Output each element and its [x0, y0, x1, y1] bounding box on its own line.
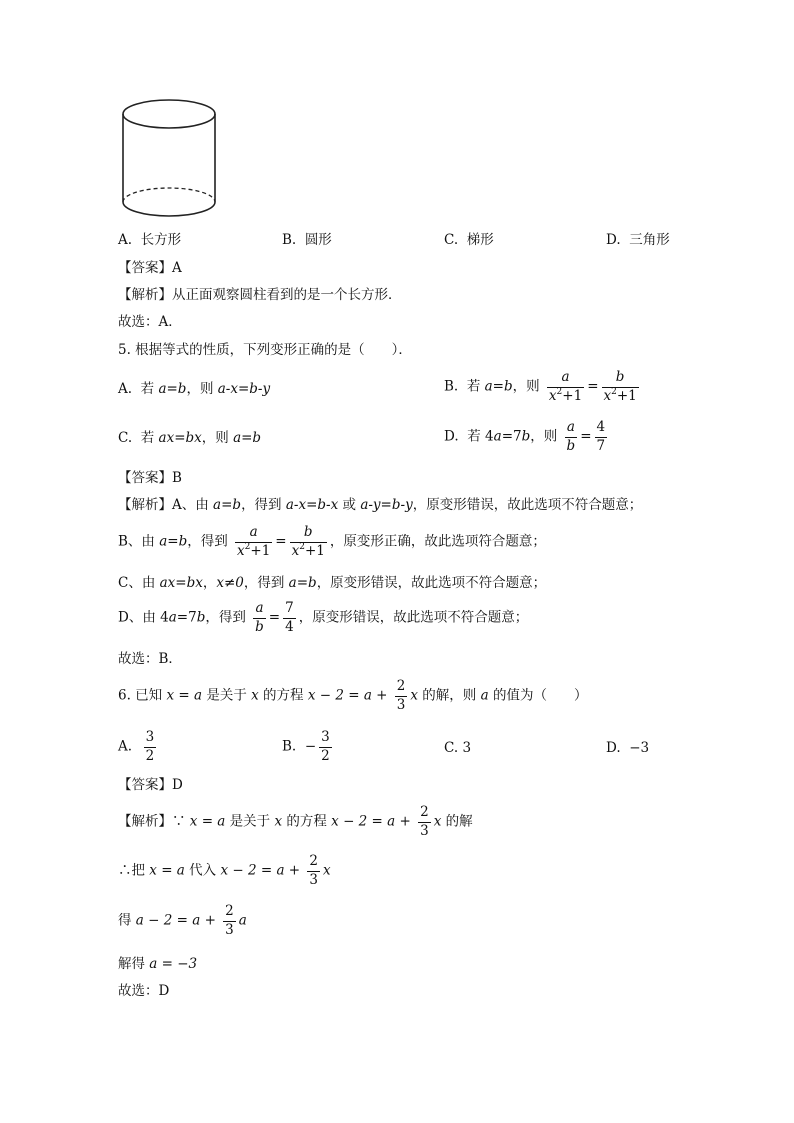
q5-option-b: B. 若 a=b，则 $\frac{a}{x^2+1}$ = $\frac{b}{x^2+1}$: [444, 369, 637, 404]
q6-option-d: D. −3: [606, 740, 650, 756]
q5-option-d: D. 若 4a=7b，则 $\frac{a}{b}$ = $\frac{4}{7}$: [444, 419, 606, 454]
q6-s1-fraction: $\frac{2}{3}$: [420, 804, 429, 839]
q5-analysis-b: B、由 a=b，得到 $\frac{a}{x^2+1}$ = $\frac{b}{x^2+1}$ ，原变形正确，故此选项符合题意；: [118, 524, 546, 559]
cylinder-figure: [118, 96, 220, 222]
q6-option-c: C. 3: [444, 740, 472, 756]
q5-conclusion: 故选：B．: [118, 651, 182, 667]
q5-analysis-d-fraction-right: $\frac{7}{4}$: [285, 600, 294, 635]
q4-option-d: D. 三角形: [606, 232, 670, 248]
q4-answer: 【答案】A: [118, 260, 182, 276]
cylinder-top-ellipse: [123, 100, 215, 128]
q5-answer: 【答案】B: [118, 470, 182, 486]
q4-conclusion: 故选：A．: [118, 314, 182, 330]
q5-analysis-b-fraction-left: $\frac{a}{x^2+1}$: [237, 524, 271, 559]
q6-option-a: A. $\frac{3}{2}$: [118, 729, 155, 764]
q6-analysis-4: 解得 a = −3: [118, 956, 198, 972]
q6-stem-fraction: $\frac{2}{3}$: [396, 678, 406, 713]
q5-analysis-a: 【解析】A、由 a=b，得到 a-x=b-x 或 a-y=b-y，原变形错误，故此选项不符合题意；: [118, 497, 643, 513]
q4-option-a: A. 长方形: [118, 232, 182, 248]
q5-analysis-c: C、由 ax=bx，x≠0，得到 a=b，原变形错误，故此选项不符合题意；: [118, 575, 547, 591]
q6-s2-fraction: $\frac{2}{3}$: [309, 853, 318, 888]
q5-option-a: A. 若 a=b，则 a-x=b-y: [118, 381, 271, 397]
q4-analysis: 【解析】从正面观察圆柱看到的是一个长方形．: [118, 287, 402, 303]
q5-d-fraction-right: $\frac{4}{7}$: [596, 419, 606, 454]
q5-d-fraction-left: $\frac{a}{b}$: [566, 419, 576, 454]
q5-stem: 5. 根据等式的性质，下列变形正确的是（ ）．: [118, 342, 412, 358]
cylinder-bottom-front: [123, 202, 215, 216]
q5-b-fraction-left: $\frac{a}{x^2+1}$: [548, 369, 583, 404]
q6-option-b: B. − $\frac{3}{2}$: [282, 729, 330, 764]
q6-analysis-3: 得 a − 2 = a + $\frac{2}{3}$ a: [118, 903, 247, 938]
q4-option-c: C. 梯形: [444, 232, 494, 248]
q5-analysis-d-fraction-left: $\frac{a}{b}$: [255, 600, 264, 635]
q5-option-c: C. 若 ax=bx，则 a=b: [118, 430, 262, 446]
q6-b-fraction: $\frac{3}{2}$: [321, 729, 330, 764]
q6-analysis-2: ∴把 x = a 代入 x − 2 = a + $\frac{2}{3}$ x: [118, 853, 331, 888]
q6-answer: 【答案】D: [118, 777, 183, 793]
q5-b-fraction-right: $\frac{b}{x^2+1}$: [603, 369, 637, 404]
q6-analysis-1: 【解析】∵ x = a 是关于 x 的方程 x − 2 = a + $\frac{2}{3}$ x 的解: [118, 804, 473, 839]
cylinder-bottom-back-dashed: [123, 188, 215, 202]
q5-analysis-b-fraction-right: $\frac{b}{x^2+1}$: [291, 524, 325, 559]
q5-analysis-d: D、由 4a=7b，得到 $\frac{a}{b}$ = $\frac{7}{4}$ ，原变形错误，故此选项不符合题意；: [118, 600, 529, 635]
q4-option-b: B. 圆形: [282, 232, 332, 248]
q6-stem: 6. 已知 x = a 是关于 x 的方程 x − 2 = a + $\frac{2}{3}$ x 的解，则 a 的值为（ ）: [118, 678, 588, 713]
q6-conclusion: 故选：D: [118, 983, 170, 999]
q6-s3-fraction: $\frac{2}{3}$: [225, 903, 234, 938]
q6-a-fraction: $\frac{3}{2}$: [145, 729, 155, 764]
